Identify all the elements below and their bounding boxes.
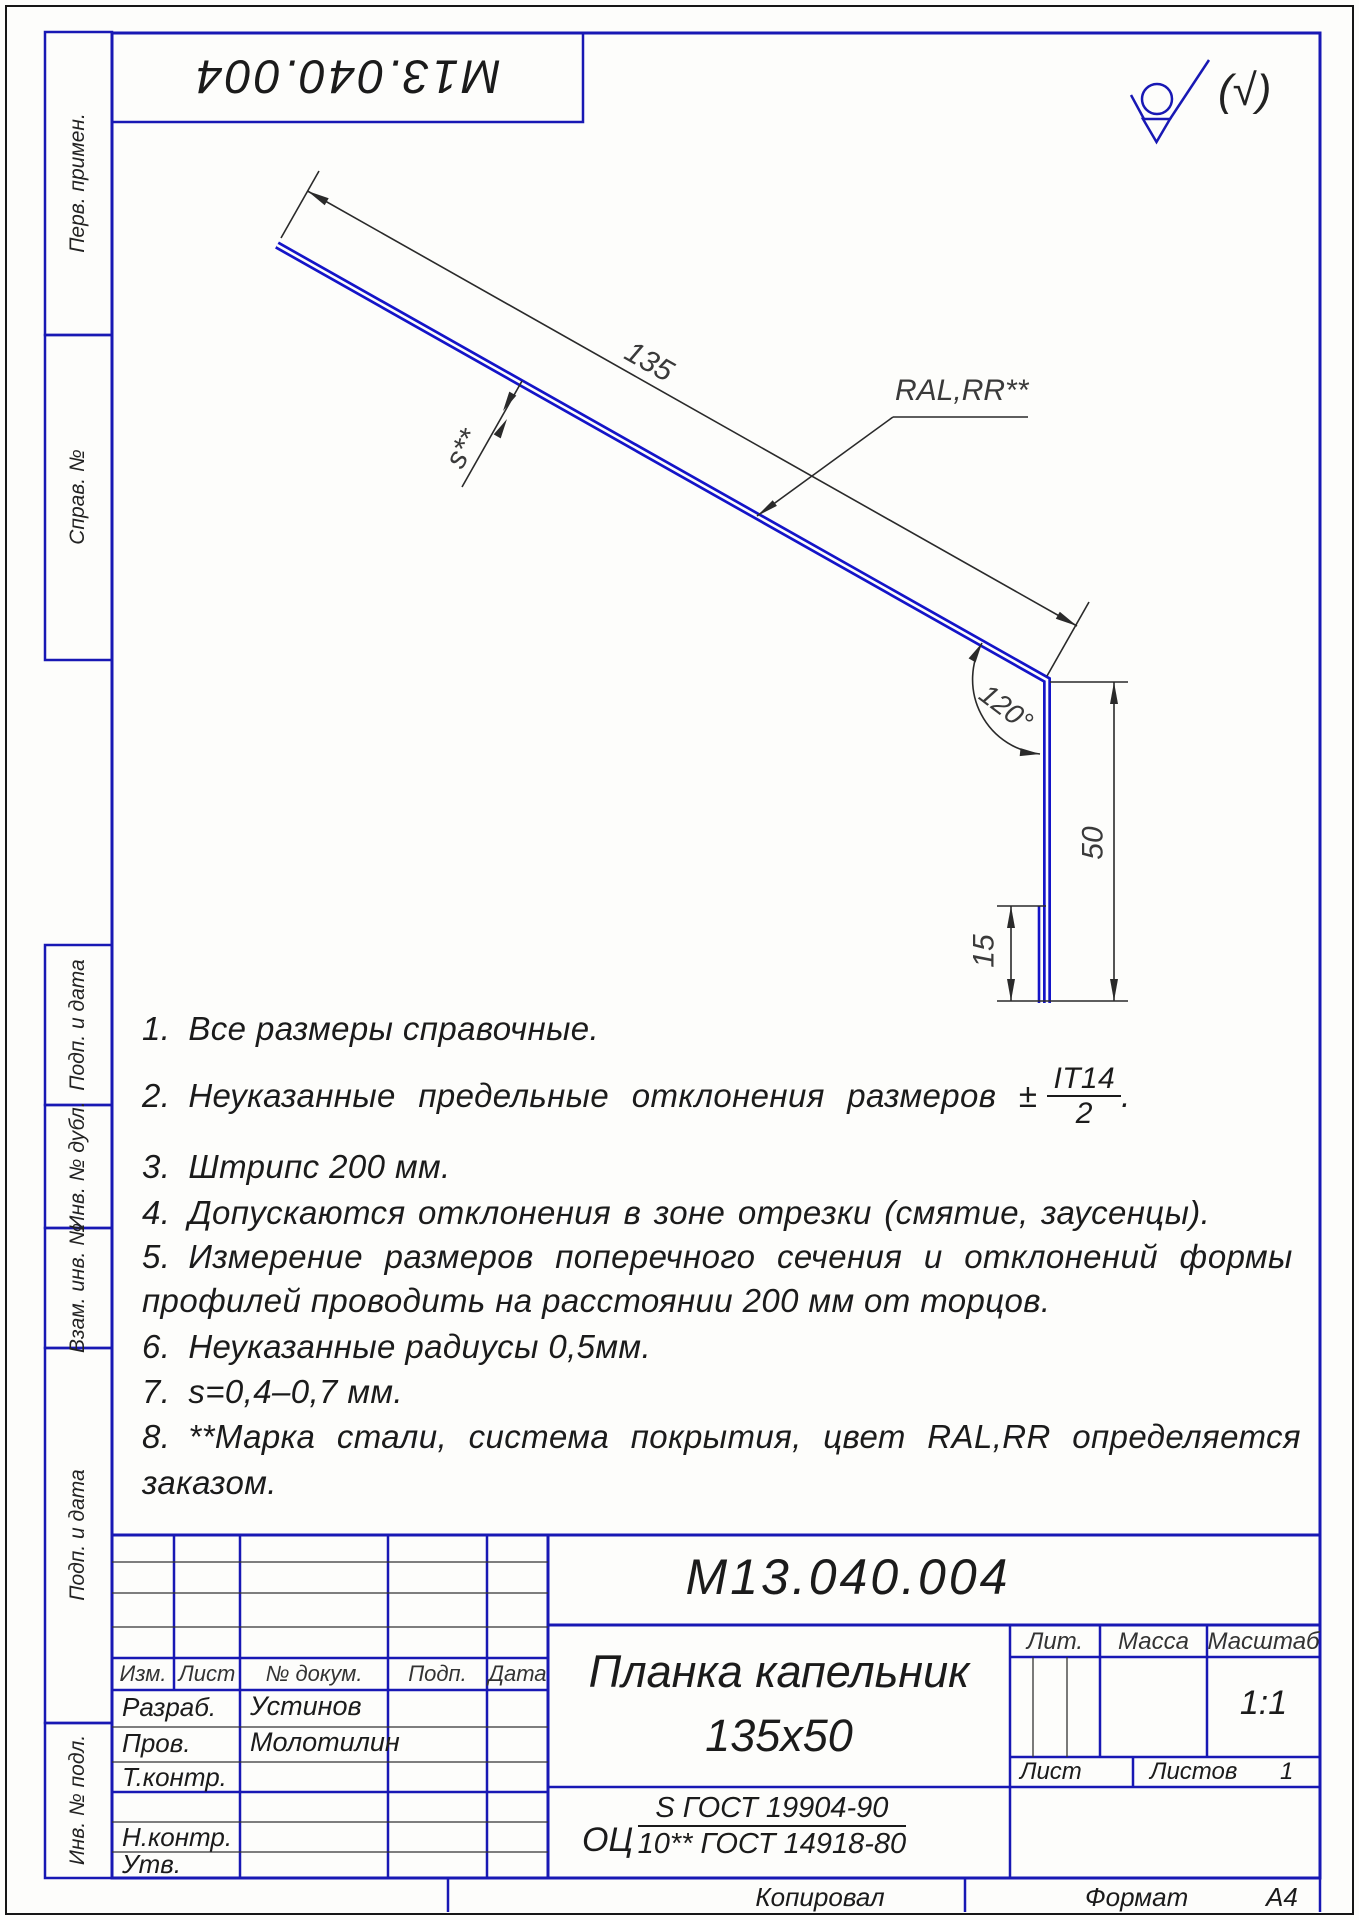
tb-role-nkontr: Н.контр.: [122, 1822, 233, 1852]
sidebar-label-podp-data-2: Подп. и дата: [65, 1469, 89, 1601]
dim-length: 135: [619, 335, 680, 389]
tb-material-fraction: S ГОСТ 19904-90 10** ГОСТ 14918-80: [637, 1792, 907, 1861]
tb-material: [582, 1793, 906, 1860]
sidebar-label-inv-dubl: Инв. № дубл.: [65, 1101, 89, 1231]
tb-masshtab-label: Масштаб: [1207, 1628, 1320, 1655]
tb-header-izm: Изм.: [119, 1661, 167, 1686]
footer-copied: Копировал: [755, 1882, 885, 1912]
tb-header-list: Лист: [178, 1661, 236, 1686]
tb-role-prov: Пров.: [122, 1728, 191, 1758]
footer-format-label: Формат: [1085, 1882, 1189, 1912]
tb-part-name-line2: 135x50: [705, 1710, 853, 1761]
dim-coating: RAL,RR**: [895, 374, 1029, 407]
note-1: 1. Все размеры справочные.: [142, 1010, 600, 1047]
footer-format-value: А4: [1266, 1882, 1298, 1912]
sidebar-label-inv-podl: Инв. № подл.: [65, 1734, 89, 1866]
tb-role-razrab: Разраб.: [122, 1692, 217, 1722]
note-2: 2. Неуказанные предельные отклонения размеров ± $\frac{IT14}{2}$ .: [142, 1061, 1131, 1130]
note-8-cont: заказом.: [142, 1464, 277, 1501]
note-7: 7. s=0,4–0,7 мм.: [142, 1373, 403, 1410]
dimension-arrows: [308, 191, 1119, 1001]
tb-list-label: Лист: [1020, 1758, 1082, 1785]
note-6: 6. Неуказанные радиусы 0,5мм.: [142, 1328, 652, 1365]
sidebar-boxes: [45, 32, 112, 1878]
tb-lit-label: Лит.: [1026, 1628, 1084, 1655]
tb-header-podp: Подп.: [408, 1661, 467, 1686]
sidebar-label-podp-data-1: Подп. и дата: [65, 959, 89, 1091]
tb-header-doc: № докум.: [265, 1661, 363, 1686]
sidebar-label-perv-primen: Перв. примен.: [65, 113, 89, 253]
dimension-lines: [281, 171, 1128, 1001]
sidebar-label-vzam-inv: Взам. инв. №: [65, 1223, 89, 1353]
note-5: 5. Измерение размеров поперечного сечения и отклонений формы: [142, 1238, 1293, 1275]
tb-scale-value: 1:1: [1239, 1684, 1288, 1722]
note-5-cont: профилей проводить на расстоянии 200 мм от торцов.: [142, 1282, 1051, 1319]
note-3: 3. Штрипс 200 мм.: [142, 1148, 451, 1185]
tb-listov-label: Листов: [1150, 1758, 1238, 1785]
tb-designation: М13.040.004: [685, 1549, 1011, 1605]
dim-height: 50: [1076, 826, 1110, 860]
dim-hem: 15: [967, 934, 1001, 968]
tb-role-tkontr: Т.контр.: [122, 1762, 227, 1792]
tb-part-name-line1: Планка капельник: [588, 1646, 970, 1697]
tolerance-fraction: $\frac{IT14}{2}$: [1047, 1063, 1121, 1130]
tb-name-prov: Молотилин: [250, 1727, 400, 1757]
tb-massa-label: Масса: [1118, 1628, 1189, 1655]
tb-name-razrab: Устинов: [250, 1691, 362, 1721]
corner-stamp-designation: М13.040.004: [193, 50, 501, 104]
note-8: 8. **Марка стали, система покрытия, цвет RAL,RR определяется: [142, 1418, 1301, 1455]
tb-listov-value: 1: [1280, 1758, 1294, 1785]
note-4: 4. Допускаются отклонения в зоне отрезки (смятие, заусенцы).: [142, 1194, 1211, 1231]
roughness-icon: [1131, 60, 1209, 142]
roughness-note: (√): [1218, 66, 1272, 115]
sidebar-label-sprav-no: Справ. №: [65, 449, 89, 545]
dim-thickness: s**: [439, 424, 487, 474]
dim-angle: 120°: [973, 678, 1039, 738]
tb-role-utv: Утв.: [122, 1849, 182, 1879]
tb-header-data: Дата: [488, 1661, 547, 1686]
tb-material-prefix: ОЦ: [582, 1820, 634, 1859]
